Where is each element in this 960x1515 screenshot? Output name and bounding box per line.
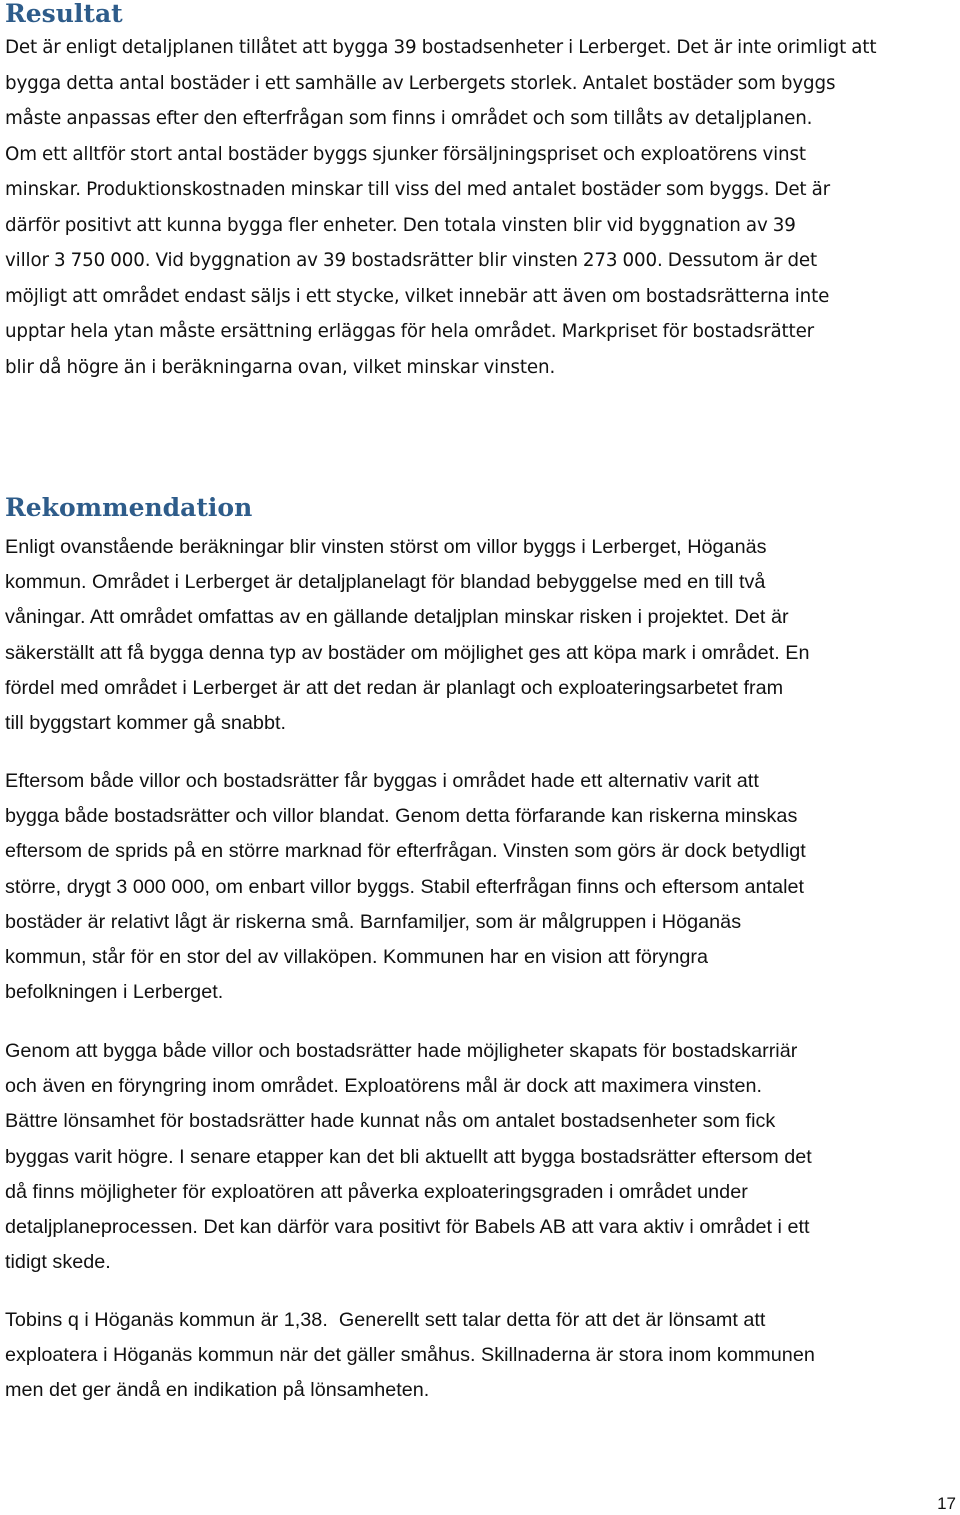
text-line: detaljplaneprocessen. Det kan därför vara positivt för Babels AB att vara aktiv i området i ett xyxy=(5,1216,810,1239)
page-number: 17 xyxy=(937,1494,956,1513)
rekommendation-paragraph-4 xyxy=(5,1303,957,1409)
rekommendation-paragraph-3 xyxy=(5,1034,957,1280)
heading-resultat: Resultat xyxy=(5,0,123,28)
text-line: större, drygt 3 000 000, om enbart villor byggs. Stabil efterfrågan finns och eftersom antalet xyxy=(5,875,805,898)
text-line: säkerställt att få bygga denna typ av bostäder om möjlighet ges att köpa mark i området. En xyxy=(5,641,810,664)
text-line: bostäder är relativt lågt är riskerna små. Barnfamiljer, som är målgruppen i Höganäs xyxy=(5,910,742,933)
text-line: bygga detta antal bostäder i ett samhälle av Lerbergets storlek. Antalet bostäder som byggs xyxy=(5,72,836,94)
text-line: till byggstart kommer gå snabbt. xyxy=(5,712,286,735)
text-line: våningar. Att området omfattas av en gällande detaljplan minskar risken i projektet. Det är xyxy=(5,606,789,629)
text-line: tidigt skede. xyxy=(5,1251,111,1274)
text-line: Genom att bygga både villor och bostadsrätter hade möjligheter skapats för bostadskarriär xyxy=(5,1040,798,1062)
text-line: blir då högre än i beräkningarna ovan, vilket minskar vinsten. xyxy=(5,356,556,378)
text-line: befolkningen i Lerberget. xyxy=(5,981,224,1004)
text-line: Enligt ovanstående beräkningar blir vinsten störst om villor byggs i Lerberget, Höganäs xyxy=(5,536,767,558)
text-line: och även en föryngring inom området. Exploatörens mål är dock att maximera vinsten. xyxy=(5,1075,763,1098)
text-line: måste anpassas efter den efterfrågan som finns i området och som tillåts av detaljplanen. xyxy=(5,108,813,129)
text-line: Eftersom både villor och bostadsrätter får byggas i området hade ett alternativ varit att xyxy=(5,770,759,792)
text-line: eftersom de sprids på en större marknad för efterfrågan. Vinsten som görs är dock betydligt xyxy=(5,840,806,863)
text-line: byggas varit högre. I senare etapper kan det bli aktuellt att bygga bostadsrätter eftersom det xyxy=(5,1145,812,1168)
text-line: villor 3 750 000. Vid byggnation av 39 bostadsrätter blir vinsten 273 000. Dessutom är det xyxy=(5,250,818,271)
text-line: därför positivt att kunna bygga fler enheter. Den totala vinsten blir vid byggnation av 39 xyxy=(5,214,796,236)
resultat-paragraph xyxy=(5,30,957,385)
text-line: fördel med området i Lerberget är att det redan är planlagt och exploateringsarbetet fram xyxy=(5,676,784,699)
text-line: då finns möjligheter för exploatören att påverka exploateringsgraden i området under xyxy=(5,1180,748,1203)
text-line: Bättre lönsamhet för bostadsrätter hade kunnat nås om antalet bostadsenheter som fick xyxy=(5,1110,776,1133)
text-line: men det ger ändå en indikation på lönsamheten. xyxy=(5,1379,430,1402)
text-line: kommun, står för en stor del av villaköpen. Kommunen har en vision att föryngra xyxy=(5,946,709,969)
text-line: exploatera i Höganäs kommun när det gäller småhus. Skillnaderna är stora inom kommunen xyxy=(5,1344,815,1367)
text-line: upptar hela ytan måste ersättning erläggas för hela området. Markpriset för bostadsrätter xyxy=(5,321,815,342)
text-line: bygga både bostadsrätter och villor blandat. Genom detta förfarande kan riskerna minskas xyxy=(5,805,798,828)
heading-rekommendation: Rekommendation xyxy=(5,493,253,522)
text-line: möjligt att området endast säljs i ett stycke, vilket innebär att även om bostadsrätterna inte xyxy=(5,285,830,307)
rekommendation-paragraph-1 xyxy=(5,530,957,741)
text-line: Det är enligt detaljplanen tillåtet att bygga 39 bostadsenheter i Lerberget. Det är inte orimligt att xyxy=(5,37,877,58)
text-line: Tobins q i Höganäs kommun är 1,38. Generellt sett talar detta för att det är lönsamt att xyxy=(5,1309,766,1331)
rekommendation-paragraph-2 xyxy=(5,764,957,1010)
text-line: kommun. Området i Lerberget är detaljplanelagt för blandad bebyggelse med en till två xyxy=(5,571,766,594)
text-line: Om ett alltför stort antal bostäder byggs sjunker försäljningspriset och exploatörens vinst xyxy=(5,143,806,165)
text-line: minskar. Produktionskostnaden minskar till viss del med antalet bostäder som byggs. Det är xyxy=(5,179,831,200)
